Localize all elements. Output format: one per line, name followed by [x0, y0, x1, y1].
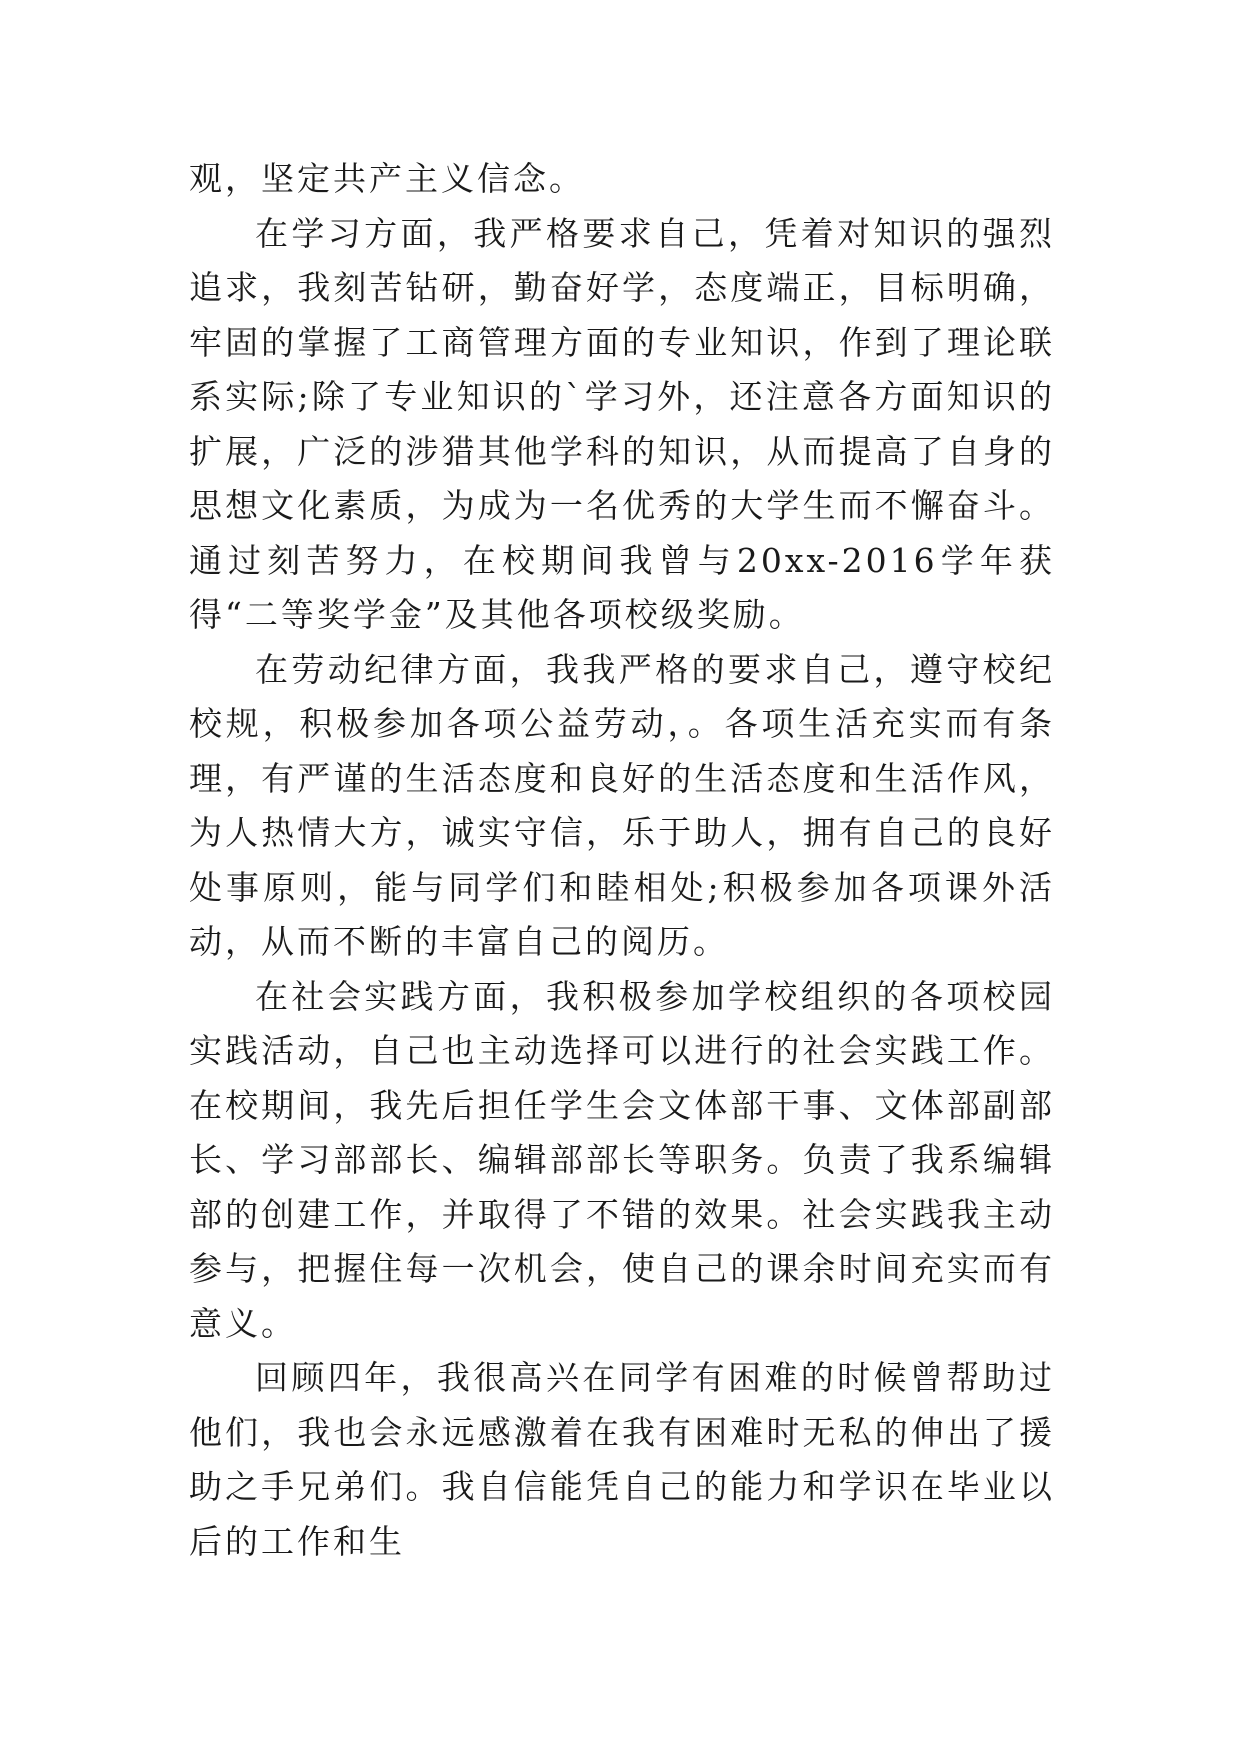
document-body [189, 152, 1055, 1569]
paragraph-study: 在学习方面，我严格要求自己，凭着对知识的强烈追求，我刻苦钻研，勤奋好学，态度端正，目标明确，牢固的掌握了工商管理方面的专业知识，作到了理论联系实际;除了专业知识的`学习外，还注意各方面知识的扩展，广泛的涉猎其他学科的知识，从而提高了自身的思想文化素质，为成为一名优秀的大学生而不懈奋斗。通过刻苦努力，在校期间我曾与20xx-2016学年获得“二等奖学金”及其他各项校级奖励。 [189, 213, 1055, 634]
paragraph-review: 回顾四年，我很高兴在同学有困难的时候曾帮助过他们，我也会永远感激着在我有困难时无私的伸出了援助之手兄弟们。我自信能凭自己的能力和学识在毕业以后的工作和生 [189, 1358, 1055, 1561]
paragraph-social-practice: 在社会实践方面，我积极参加学校组织的各项校园实践活动，自己也主动选择可以进行的社会实践工作。在校期间，我先后担任学生会文体部干事、文体部副部长、学习部部长、编辑部部长等职务。负责了我系编辑部的创建工作，并取得了不错的效果。社会实践我主动参与，把握住每一次机会，使自己的课余时间充实而有意义。 [189, 976, 1055, 1343]
paragraph-continuation: 观，坚定共产主义信念。 [189, 159, 585, 198]
paragraph-labor-discipline: 在劳动纪律方面，我我严格的要求自己，遵守校纪校规，积极参加各项公益劳动，。各项生活充实而有条理，有严谨的生活态度和良好的生活态度和生活作风，为人热情大方，诚实守信，乐于助人，拥有自己的良好处事原则，能与同学们和睦相处;积极参加各项课外活动，从而不断的丰富自己的阅历。 [189, 649, 1055, 961]
